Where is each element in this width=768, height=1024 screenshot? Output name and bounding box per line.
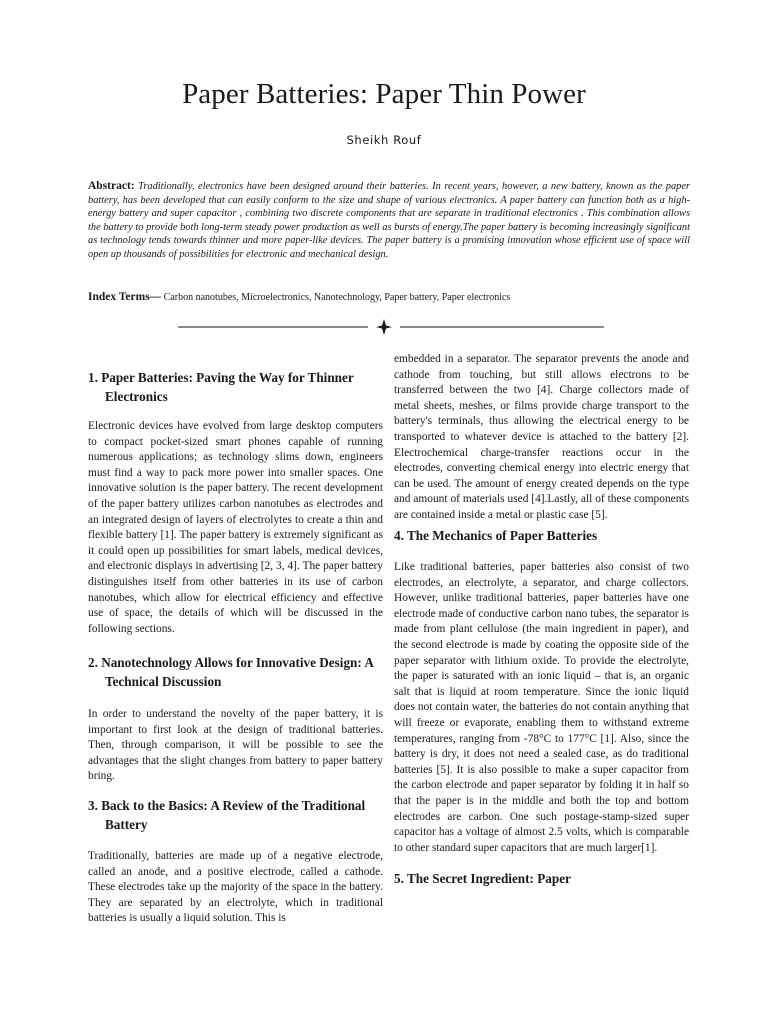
author-name: Sheikh Rouf xyxy=(346,133,422,147)
abstract xyxy=(88,180,690,262)
section-1-heading: 1. Paper Batteries: Paving the Way for Thinner Electronics xyxy=(88,370,354,404)
index-terms xyxy=(88,291,690,303)
section-1-text: Electronic devices have evolved from large desktop computers to compact pocket-sized smart phones capable of running numerous applications; as technology slims down, engineers must find a way to pack more power into smaller spaces. One innovative solution is the paper battery. The recent development of the paper battery utilizes carbon nanotubes as electrodes and an integrated design of layers of electrolytes to create a thin and flexible battery [1]. The paper battery is extremely significant as it could open up possibilities for smart labels, medical devices, and electronic displays in advertising [2, 3, 4]. The paper battery distinguishes itself from other batteries in its use of carbon nanotubes, which allow for electrical efficiency and effective use of space, the details of which will be discussed in the following sections. xyxy=(88,420,383,635)
section-2-heading: 2. Nanotechnology Allows for Innovative Design: A Technical Discussion xyxy=(88,655,374,689)
abstract-label: Abstract: xyxy=(88,180,135,192)
section-3-heading: 3. Back to the Basics: A Review of the Traditional Battery xyxy=(88,798,366,832)
section-4-heading: 4. The Mechanics of Paper Batteries xyxy=(394,528,598,543)
section-4-text: Like traditional batteries, paper batteries also consist of two electrodes, an electrolyte, a separator, and charge collectors. However, unlike traditional batteries, paper batteries have one electrode made of conductive carbon nano tubes, the separator is made from plant cellulose (the main ingredient in paper), and the second electrode is made by coating the opposite side of the paper separator with lithium oxide. To provide the electrolyte, the paper is saturated with an ionic liquid – that is, an organic salt that is liquid at room temperature. Since the ionic liquid does not contain water, the batteries do not contain anything that will freeze or evaporate, enabling them to withstand extreme temperatures, ranging from -78°C to 177°C [1]. Also, since the battery is dry, it does not need a sealed case, as do traditional batteries [5]. It is also possible to make a super capacitor from the carbon electrode and paper separator by folding it in half so that the paper is in the middle and both the top and bottom electrodes are carbon. One such postage-stamp-sized super capacitor has a voltage of almost 2.5 volts, which is comparable to other standard super capacitors that are much larger[1]. xyxy=(394,561,689,854)
section-5-heading: 5. The Secret Ingredient: Paper xyxy=(394,871,571,886)
section-3-continued-text: embedded in a separator. The separator prevents the anode and cathode from touching, but still allows electrons to be transferred between the two [4]. Charge collectors made of metal sheets, meshes, or films provide charge transport to the battery's terminals, thus allowing the electrical energy to be transported to whatever device is attached to the battery [2]. Electrochemical charge-transfer reactions occur in the electrodes, converting chemical energy into electric energy that can be used. The amount of energy created depends on the type and amount of materials used [4].Lastly, all of these components are contained inside a metal or plastic case [5]. xyxy=(394,353,689,521)
section-2-text: In order to understand the novelty of the paper battery, it is important to first look at the design of traditional batteries. Then, through comparison, it will be possible to see the advantages that the slight changes from battery to paper battery bring. xyxy=(88,708,383,783)
abstract-text: Traditionally, electronics have been designed around their batteries. In recent years, however, a new battery, known as the paper battery, has been developed that can easily conform to the size and shape of various electronics. A paper battery can function both as a high-energy battery and super capacitor , combining two discrete components that are separate in traditional electronics . This combination allows the battery to provide both long-term steady power production as well as bursts of energy.The paper battery is becoming increasingly significant as technology tends towards thinner and more paper-like devices. The paper battery is a promising innovation whose efficient use of space will open up thousands of possibilities for electronic and mechanical design. xyxy=(88,181,690,260)
paper-title: Paper Batteries: Paper Thin Power xyxy=(182,78,586,110)
index-terms-label: Index Terms— xyxy=(88,291,162,303)
section-3-text: Traditionally, batteries are made up of a negative electrode, called an anode, and a positive electrode, called a cathode. These electrodes take up the majority of the space in the battery. They are separated by an electrolyte, which in traditional batteries is usually a liquid solution. This is xyxy=(88,850,383,925)
divider-star-icon xyxy=(376,319,392,335)
index-terms-text: Carbon nanotubes, Microelectronics, Nanotechnology, Paper battery, Paper electronics xyxy=(163,292,511,303)
section-divider xyxy=(178,318,606,336)
